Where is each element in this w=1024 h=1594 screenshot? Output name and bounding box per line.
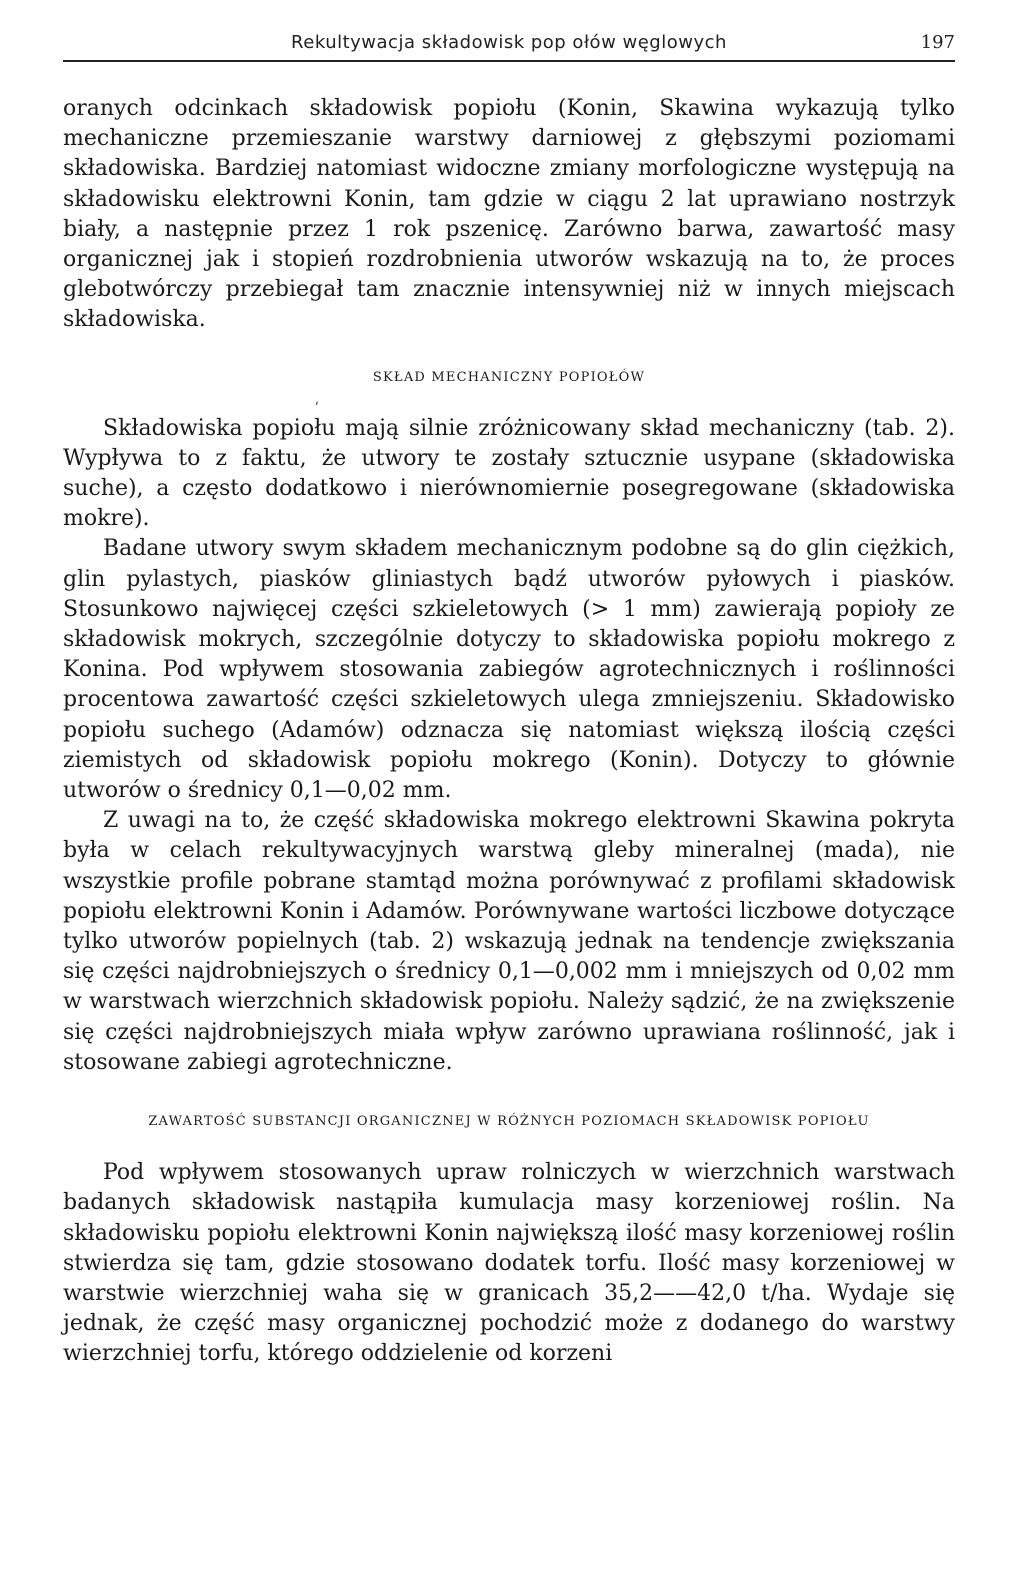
body-text <box>63 94 955 1370</box>
paragraph: Pod wpływem stosowanych upraw rolniczych w wierzchnich warstwach badanych składowisk nastąpiła kumulacja masy korzeniowej roślin. Na składowisku popiołu elektrowni Konin największą ilość masy korzeniowej roślin stwierdza się tam, gdzie stosowano dodatek torfu. Ilość masy korzeniowej w warstwie wierzchniej waha się w granicach 35,2——42,0 t/ha. Wydaje się jednak, że część masy organicznej pochodzić może z dodanego do warstwy wierzchniej torfu, którego oddzielenie od korzeni <box>63 1160 955 1367</box>
stray-mark: ʹ <box>315 401 319 417</box>
paragraph: Badane utwory swym składem mechanicznym podobne są do glin ciężkich, glin pylastych, piasków gliniastych bądź utworów pyłowych i piasków. Stosunkowo najwięcej części szkieletowych (> 1 mm) zawierają popioły ze składowisk mokrych, szczególnie dotyczy to składowiska popiołu mokrego z Konina. Pod wpływem stosowania zabiegów agrotechnicznych i roślinności procentowa zawartość części szkieletowych ulega zmniejszeniu. Składowisko popiołu suchego (Adamów) odznacza się natomiast większą ilością części ziemistych od składowisk popiołu mokrego (Konin). Dotyczy to głównie utworów o średnicy 0,1—0,02 mm. <box>63 536 955 804</box>
paragraph-continued: oranych odcinkach składowisk popiołu (Konin, Skawina wykazują tylko mechaniczne przemieszanie warstwy darniowej z głębszymi poziomami składowiska. Bardziej natomiast widoczne zmiany morfologiczne występują na składowisku elektrowni Konin, tam gdzie w ciągu 2 lat uprawiano nostrzyk biały, a następnie przez 1 rok pszenicę. Zarówno barwa, zawartość masy organicznej jak i stopień rozdrobnienia utworów wskazują na to, że proces glebotwórczy przebiegał tam znacznie intensywniej niż w innych miejscach składowiska. <box>63 96 955 333</box>
paragraph: Z uwagi na to, że część składowiska mokrego elektrowni Skawina pokryta była w celach rekultywacyjnych warstwą gleby mineralnej (mada), nie wszystkie profile pobrane stamtąd można porównywać z profilami składowisk popiołu elektrowni Konin i Adamów. Porównywane wartości liczbowe dotyczące tylko utworów popielnych (tab. 2) wskazują jednak na tendencje zwiększania się części najdrobniejszych o średnicy 0,1—0,002 mm i mniejszych od 0,02 mm w warstwach wierzchnich składowisk popiołu. Należy sądzić, że na zwiększenie się części najdrobniejszych miała wpływ zarówno uprawiana roślinność, jak i stosowane zabiegi agrotechniczne. <box>63 808 955 1075</box>
running-title: Rekultywacja składowisk pop ołów węglowych <box>291 32 727 53</box>
page <box>63 30 955 1370</box>
paragraph: Składowiska popiołu mają silnie zróżnicowany skład mechaniczny (tab. 2). Wypływa to z faktu, że utwory te zostały sztucznie usypane (składowiska suche), a często dodatkowo i nierównomiernie posegregowane (składowiska mokre). <box>63 415 955 532</box>
section-heading-organic-substance: ZAWARTOŚĆ SUBSTANCJI ORGANICZNEJ W RÓŻNYCH POZIOMACH SKŁADOWISK POPIOŁU <box>148 1114 870 1130</box>
section-heading-mechanical-composition: SKŁAD MECHANICZNY POPIOŁÓW <box>372 369 646 385</box>
page-number: 197 <box>920 32 955 53</box>
running-header <box>63 30 955 62</box>
